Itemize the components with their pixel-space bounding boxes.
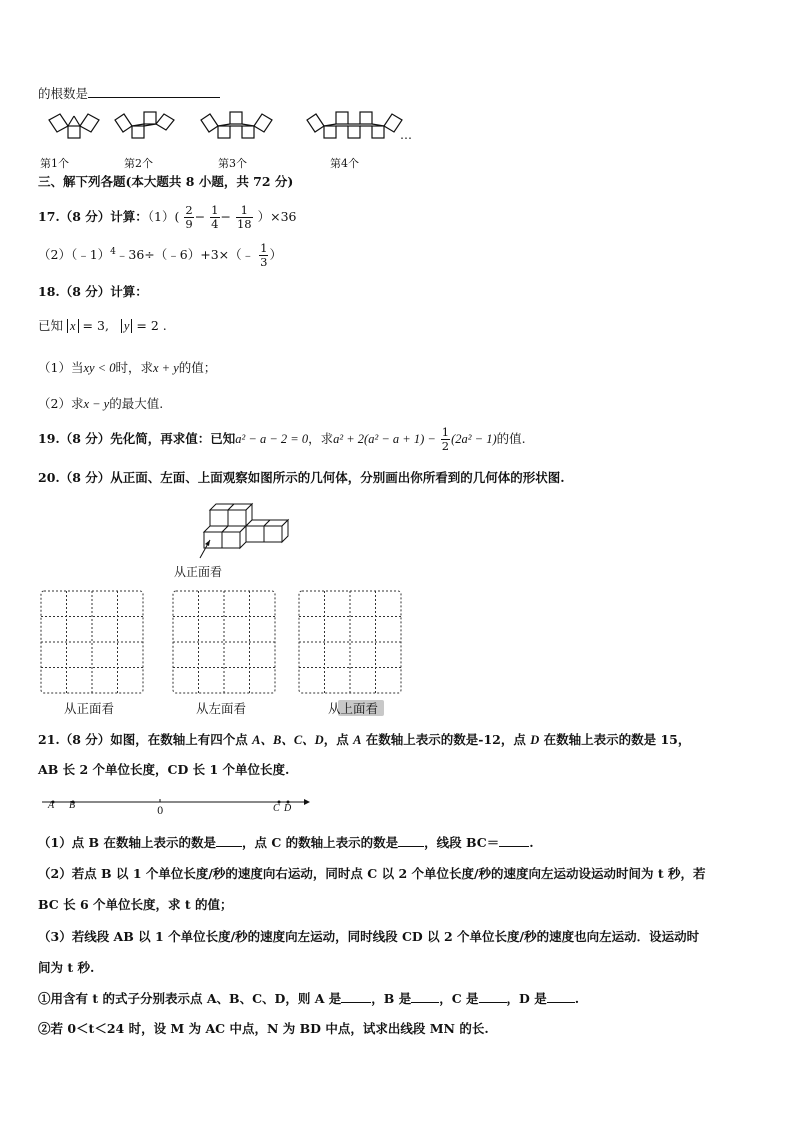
fraction: $\frac{2}{9}$ [185, 203, 193, 231]
pattern-3 [201, 112, 272, 138]
q21-sub3-line1: （3）若线段 AB 以 1 个单位长度/秒的速度向左运动，同时线段 CD 以 2 个单位长度/秒的速度也向左运动．设运动时 [38, 929, 700, 944]
pattern-2 [115, 112, 174, 138]
axis-label-a: A [48, 800, 55, 811]
grid-top-view [298, 590, 402, 694]
q21-line2: AB 长 2 个单位长度，CD 长 1 个单位长度. [38, 762, 290, 777]
answer-blank [88, 85, 220, 98]
q19: 19.（8 分）先化简，再求值：已知a² − a − 2 = 0，求a² + 2(a² − a + 1) − $\frac{1}{2}$ (2a² − 1)的值. [38, 425, 526, 453]
q18-label: 18.（8 分）计算： [38, 284, 148, 299]
pattern-caption-2: 第2个 [124, 157, 153, 170]
q17-part2: （2）（﹣1）$^4$﹣36÷（﹣6）+3×（﹣ $\frac{1}{3}$ ） [38, 241, 282, 269]
pattern-ellipsis: … [400, 128, 412, 142]
axis-label-zero: 0 [157, 806, 164, 817]
q20-text: 20.（8 分）从正面、左面、上面观察如图所示的几何体，分别画出你所看到的几何体的形状图. [38, 470, 565, 485]
grid-left-view [172, 590, 276, 694]
q18-part2: （2）求x − y的最大值. [38, 396, 164, 411]
grid-caption-top: 从上面看 [328, 701, 379, 716]
section-3-title: 三、解下列各题(本大题共 8 小题，共 72 分) [38, 174, 294, 189]
grid-caption-front: 从正面看 [64, 701, 115, 716]
axis-label-b: B [69, 800, 76, 811]
pattern-caption-1: 第1个 [40, 157, 69, 170]
arrow-caption: 从正面看 [174, 565, 223, 579]
matchstick-pattern-figure [36, 108, 436, 152]
q21-sub3-q1: ①用含有 t 的式子分别表示点 A、B、C、D，则 A 是 ，B 是 ，C 是 ，D 是 . [38, 991, 580, 1006]
q21-line1: 21.（8 分）如图，在数轴上有四个点 A、B、C、D，点 A 在数轴上表示的数是-12，点 D 在数轴上表示的数是 15， [38, 732, 691, 747]
grid-caption-left: 从左面看 [196, 701, 247, 716]
fraction: $\frac{1}{4}$ [211, 203, 219, 231]
pattern-caption-3: 第3个 [218, 157, 247, 170]
pattern-1 [49, 114, 99, 138]
q18-part1: （1）当xy < 0时，求x + y的值； [38, 360, 217, 375]
fraction: $\frac{1}{18}$ [236, 203, 252, 231]
fraction: $\frac{1}{3}$ [260, 241, 268, 269]
pattern-caption-4: 第4个 [330, 157, 359, 170]
q21-sub1: （1）点 B 在数轴上表示的数是 ，点 C 的数轴上表示的数是 ，线段 BC＝ . [38, 835, 534, 850]
q21-sub2-line1: （2）若点 B 以 1 个单位长度/秒的速度向右运动，同时点 C 以 2 个单位长度/秒的速度向左运动设运动时间为 t 秒，若 [38, 866, 706, 881]
axis-label-c: C [273, 803, 280, 814]
axis-label-d: D [284, 803, 292, 814]
cube-solid-figure [192, 496, 292, 560]
q18-given: 已知 x = 3, y = 2 . [38, 318, 167, 333]
q16-tail: 的根数是 [38, 84, 220, 102]
q21-sub3-line2: 间为 t 秒. [38, 960, 95, 975]
fraction: $\frac{1}{2}$ [441, 425, 450, 453]
pattern-4 [307, 112, 402, 138]
q17-part1: 17.（8 分）计算：（1）( $\frac{2}{9}$ − $\frac{1}{4}$ − $\frac{1}{18}$ ）×36 [38, 203, 297, 231]
q21-sub2-line2: BC 长 6 个单位长度，求 t 的值； [38, 897, 233, 912]
q21-sub3-q2: ②若 0＜t＜24 时，设 M 为 AC 中点，N 为 BD 中点，试求出线段 MN 的长. [38, 1021, 489, 1036]
grid-front-view [40, 590, 144, 694]
